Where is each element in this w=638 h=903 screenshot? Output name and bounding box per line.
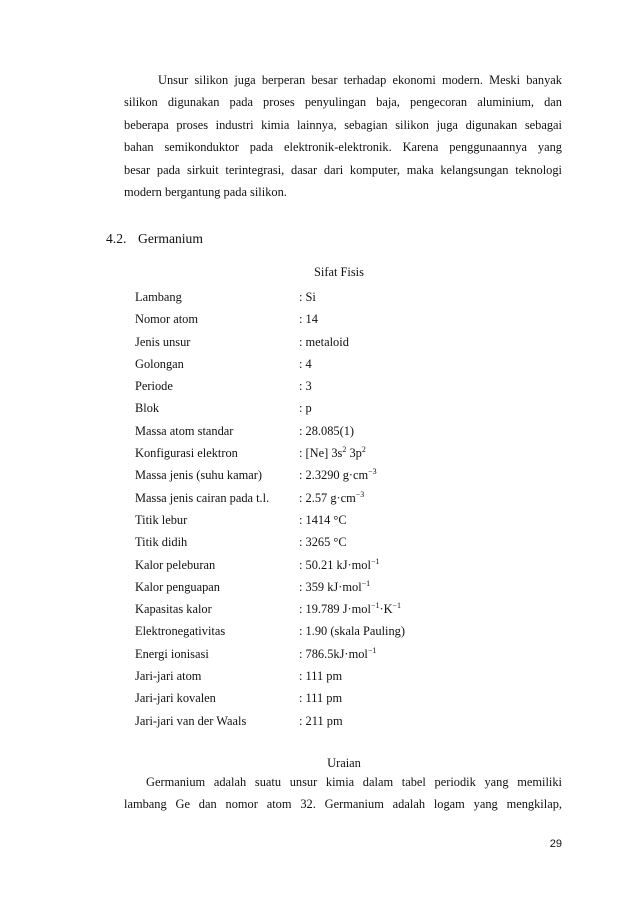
property-value	[299, 286, 499, 308]
intro-paragraph	[124, 69, 562, 203]
property-row	[135, 442, 499, 464]
property-label: Blok	[135, 401, 160, 416]
property-label: Kapasitas kalor	[135, 602, 212, 617]
property-value-text: : Si	[299, 290, 316, 304]
superscript: −1	[370, 601, 380, 611]
property-value-text: : 14	[299, 312, 318, 327]
property-row	[135, 620, 499, 642]
property-value	[299, 687, 499, 709]
property-value-text: ·K	[379, 602, 393, 617]
superscript: 2	[361, 445, 366, 455]
superscript: −3	[368, 467, 377, 477]
page-number: 29	[549, 838, 562, 850]
property-row	[135, 710, 499, 732]
property-row	[135, 665, 499, 687]
property-label: Jenis unsur	[135, 334, 191, 349]
property-value-text: : 4	[299, 356, 312, 371]
superscript: −1	[392, 601, 402, 611]
intro-line: modern bergantung pada silikon.	[124, 185, 287, 200]
property-label: Kalor peleburan	[135, 557, 216, 572]
property-value	[299, 598, 499, 620]
intro-line: bahan semikonduktor pada elektronik-elektronik. Karena penggunaannya yang	[124, 140, 562, 155]
uraian-title: Uraian	[327, 756, 361, 770]
property-label: Golongan	[135, 356, 184, 371]
property-value	[299, 643, 499, 665]
property-label: Elektronegativitas	[135, 624, 226, 639]
superscript: −1	[370, 556, 380, 566]
property-value-text: : 111 pm	[299, 669, 343, 684]
intro-line: silikon digunakan pada proses penyulingan baja, pengecoran aluminium, dan	[124, 95, 562, 110]
property-value	[299, 442, 499, 464]
intro-line: Unsur silikon juga berperan besar terhadap ekonomi modern. Meski banyak	[158, 73, 562, 87]
property-label: Kalor penguapan	[135, 579, 220, 594]
property-label: Lambang	[135, 290, 182, 304]
property-row	[135, 464, 499, 486]
property-value-text: : 786.5kJ·mol	[299, 646, 368, 661]
section-title: Germanium	[138, 231, 203, 246]
property-row	[135, 286, 499, 308]
property-value-text: : 2.3290 g·cm	[299, 468, 369, 483]
property-value-text: : 28.085(1)	[299, 423, 355, 438]
intro-line: beberapa proses industri kimia lainnya, sebagian silikon juga digunakan sebagai	[124, 117, 562, 132]
property-value-text: : 211 pm	[299, 713, 343, 728]
property-value-text: : 50.21 kJ·mol	[299, 557, 371, 572]
property-value-text: : p	[299, 401, 312, 416]
property-value	[299, 353, 499, 375]
property-value	[299, 531, 499, 553]
property-value	[299, 331, 499, 353]
properties-table	[135, 286, 499, 732]
property-row	[135, 598, 499, 620]
property-row	[135, 331, 499, 353]
property-value	[299, 509, 499, 531]
property-value-text: : 111 pm	[299, 691, 343, 706]
property-row	[135, 487, 499, 509]
property-value	[299, 576, 499, 598]
section-heading	[106, 231, 203, 247]
section-number: 4.2.	[106, 231, 127, 246]
uraian-paragraph	[124, 771, 562, 816]
property-value-text: : 359 kJ·mol	[299, 579, 362, 594]
property-value	[299, 397, 499, 419]
property-value	[299, 487, 499, 509]
property-row	[135, 687, 499, 709]
property-row	[135, 353, 499, 375]
property-label: Massa atom standar	[135, 423, 234, 438]
property-row	[135, 375, 499, 397]
property-row	[135, 397, 499, 419]
property-value-text: : 19.789 J·mol	[299, 602, 371, 617]
sifat-fisis-title: Sifat Fisis	[314, 265, 364, 279]
property-value	[299, 620, 499, 642]
superscript: −3	[355, 489, 365, 499]
property-value	[299, 665, 499, 687]
property-value-text: 3p	[346, 446, 362, 461]
property-value	[299, 308, 499, 330]
property-value-text: : 3265 °C	[299, 535, 347, 550]
property-value	[299, 554, 499, 576]
property-label: Massa jenis cairan pada t.l.	[135, 490, 270, 505]
property-label: Jari-jari van der Waals	[135, 713, 247, 728]
property-value-text: : 1414 °C	[299, 512, 347, 527]
property-value	[299, 420, 499, 442]
property-value	[299, 710, 499, 732]
property-value	[299, 375, 499, 397]
property-value-text: : 1.90 (skala Pauling)	[299, 624, 405, 639]
property-label: Titik didih	[135, 535, 188, 550]
property-row	[135, 643, 499, 665]
property-label: Jari-jari atom	[135, 669, 202, 684]
property-label: Titik lebur	[135, 512, 188, 527]
property-label: Konfigurasi elektron	[135, 446, 238, 461]
superscript: −1	[361, 578, 371, 588]
property-label: Massa jenis (suhu kamar)	[135, 468, 262, 483]
property-label: Jari-jari kovalen	[135, 691, 216, 706]
property-value-text: : metaloid	[299, 334, 349, 349]
property-row	[135, 509, 499, 531]
property-value-text: : [Ne] 3s	[299, 446, 343, 461]
property-label: Energi ionisasi	[135, 646, 209, 661]
property-row	[135, 576, 499, 598]
intro-line: besar pada sirkuit terintegrasi, dasar dari komputer, maka kelangsungan teknologi	[124, 162, 562, 177]
property-value-text: : 2.57 g·cm	[299, 490, 356, 505]
property-row	[135, 554, 499, 576]
property-row	[135, 420, 499, 442]
property-row	[135, 308, 499, 330]
uraian-line: Germanium adalah suatu unsur kimia dalam tabel periodik yang memiliki	[146, 775, 562, 789]
property-value	[299, 464, 499, 486]
superscript: 2	[342, 445, 347, 455]
property-row	[135, 531, 499, 553]
superscript: −1	[367, 645, 377, 655]
property-label: Periode	[135, 379, 173, 394]
uraian-line: lambang Ge dan nomor atom 32. Germanium adalah logam yang mengkilap,	[124, 797, 562, 812]
property-value-text: : 3	[299, 379, 312, 394]
property-label: Nomor atom	[135, 312, 198, 327]
